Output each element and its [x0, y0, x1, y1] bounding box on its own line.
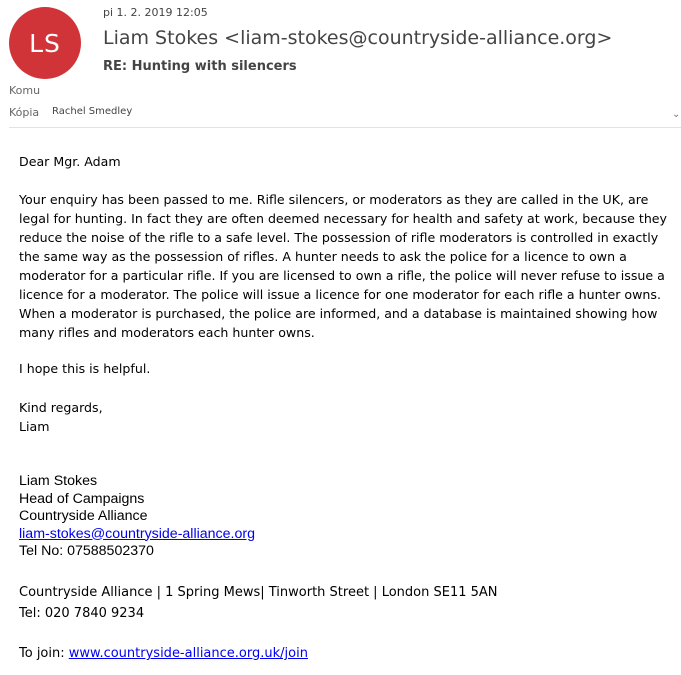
signature-block	[19, 473, 255, 561]
signature-name: Liam Stokes	[19, 473, 98, 489]
message-header	[0, 0, 681, 128]
join-link[interactable]: www.countryside-alliance.org.uk/join	[68, 646, 308, 661]
signature-title: Head of Campaigns	[19, 490, 145, 507]
sender-avatar[interactable]: LS	[9, 7, 81, 79]
body-paragraph: Your enquiry has been passed to me. Rifle silencers, or moderators as they are called in the UK, are legal for hunting. In fact they are often deemed necessary for health and safety at work, because they reduce the noise of the rifle to a safe level. The possession of rifle moderators is controlled in exactly the same way as the possession of rifles. A hunter needs to ask the police for a licence to own a moderator for a particular rifle. If you are licensed to own a rifle, the police will never refuse to issue a licence for a moderator. The police will issue a licence for one moderator for each rifle a hunter owns. When a moderator is purchased, the police are informed, and a database is maintained showing how many rifles and moderators each hunter owns.	[19, 192, 667, 340]
regards: Kind regards,	[19, 400, 103, 415]
join-label: To join:	[19, 646, 69, 661]
message-date: pi 1. 2. 2019 12:05	[103, 6, 208, 19]
signature-tel: Tel No: 07588502370	[19, 543, 154, 559]
header-divider	[9, 127, 681, 128]
signature-email-link[interactable]: liam-stokes@countryside-alliance.org	[19, 525, 255, 542]
cc-recipient[interactable]: Rachel Smedley	[52, 106, 133, 117]
org-tel: Tel: 020 7840 9234	[19, 606, 145, 621]
join-line	[19, 644, 308, 663]
sender-name[interactable]: Liam Stokes <liam-stokes@countryside-alliance.org>	[103, 27, 613, 49]
signoff-name: Liam	[19, 419, 50, 434]
org-address: Countryside Alliance | 1 Spring Mews| Tinworth Street | London SE11 5AN	[19, 585, 498, 600]
expand-header-icon[interactable]: ⌄	[672, 109, 681, 120]
org-footer	[19, 582, 498, 624]
to-label: Komu	[9, 84, 41, 97]
signature-org: Countryside Alliance	[19, 508, 148, 524]
greeting: Dear Mgr. Adam	[19, 154, 121, 169]
cc-label: Kópia	[9, 106, 40, 119]
message-subject: RE: Hunting with silencers	[103, 59, 297, 74]
closing-line: I hope this is helpful.	[19, 361, 151, 376]
